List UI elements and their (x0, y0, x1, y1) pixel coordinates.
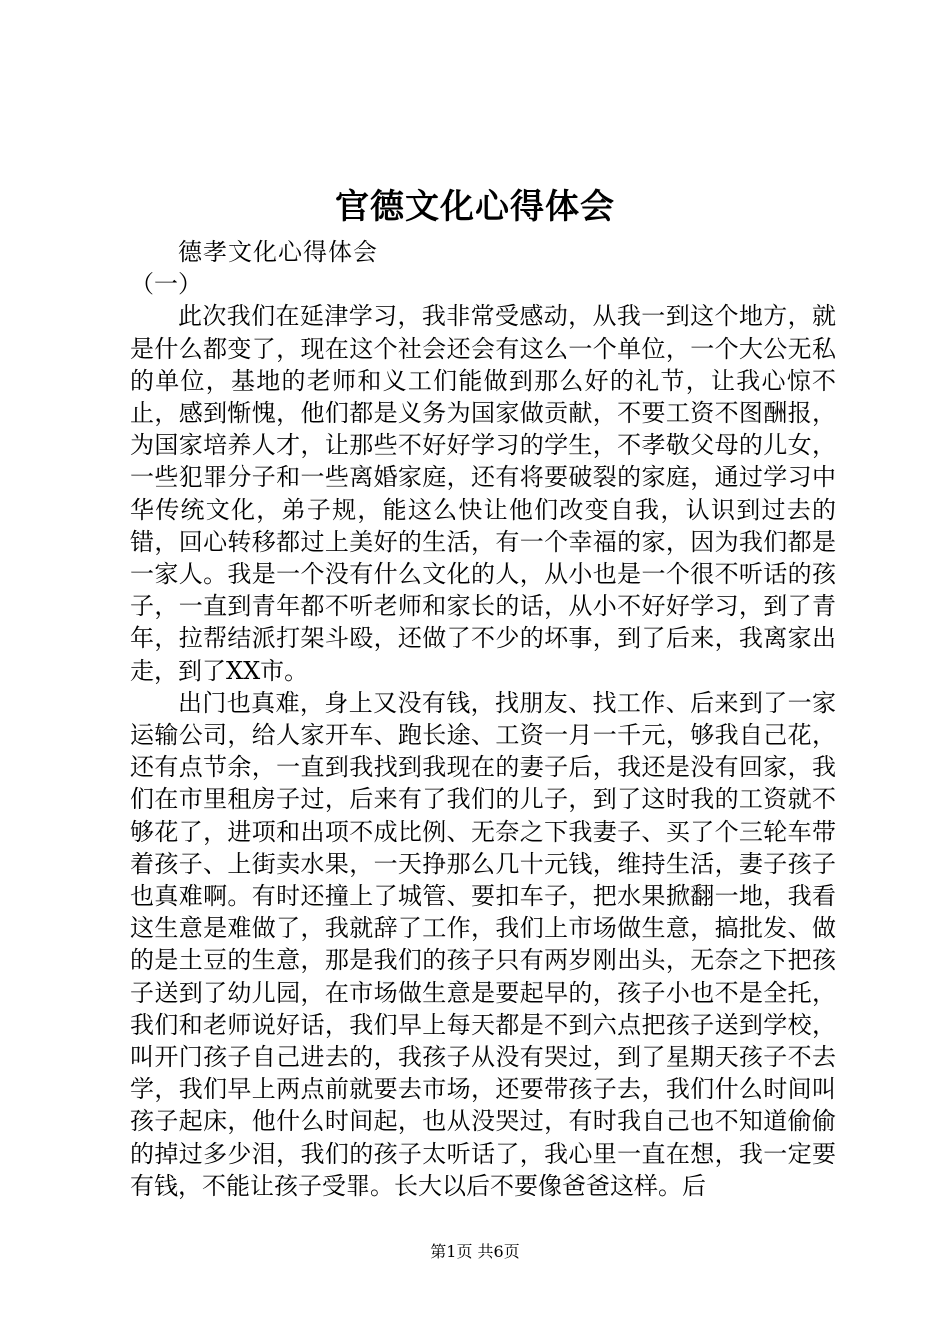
paragraph: 此次我们在延津学习，我非常受感动，从我一到这个地方，就是什么都变了，现在这个社会还会有这么一个单位，一个大公无私的单位，基地的老师和义工们能做到那么好的礼节，让我心惊不止，感到惭愧，他们都是义务为国家做贡献，不要工资不图酬报，为国家培养人才，让那些不好好学习的学生，不孝敬父母的儿女，一些犯罪分子和一些离婚家庭，还有将要破裂的家庭，通过学习中华传统文化，弟子规，能这么快让他们改变自我，认识到过去的错，回心转移都过上美好的生活，有一个幸福的家，因为我们都是一家人。我是一个没有什么文化的人，从小也是一个很不听话的孩子，一直到青年都不听老师和家长的话，从小不好好学习，到了青年，拉帮结派打架斗殴，还做了不少的坏事，到了后来，我离家出走，到了XX市。 (130, 302, 836, 685)
section-marker: （一） (130, 270, 202, 299)
document-subtitle: 德孝文化心得体会 (178, 238, 378, 266)
paragraph: 出门也真难，身上又没有钱，找朋友、找工作、后来到了一家运输公司，给人家开车、跑长途、工资一月一千元，够我自己花，还有点节余，一直到我找到我现在的妻子后，我还是没有回家，我们在市里租房子过，后来有了我们的儿子，到了这时我的工资就不够花了，进项和出项不成比例、无奈之下我妻子、买了个三轮车带着孩子、上街卖水果，一天挣那么几十元钱，维持生活，妻子孩子也真难啊。有时还撞上了城管、要扣车子，把水果掀翻一地，我看这生意是难做了，我就辞了工作，我们上市场做生意，搞批发、做的是土豆的生意，那是我们的孩子只有两岁刚出头，无奈之下把孩子送到了幼儿园，在市场做生意是要起早的，孩子小也不是全托，我们和老师说好话，我们早上每天都是不到六点把孩子送到学校，叫开门孩子自己进去的，我孩子从没有哭过，到了星期天孩子不去学，我们早上两点前就要去市场，还要带孩子去，我们什么时间叫孩子起床，他什么时间起，也从没哭过，有时我自己也不知道偷偷的掉过多少泪，我们的孩子太听话了，我心里一直在想，我一定要有钱，不能让孩子受罪。长大以后不要像爸爸这样。后 (130, 688, 836, 1200)
page-footer: 第1页 共6页 (430, 1242, 520, 1261)
document-body (130, 236, 836, 1202)
document-title: 官德文化心得体会 (335, 187, 615, 227)
